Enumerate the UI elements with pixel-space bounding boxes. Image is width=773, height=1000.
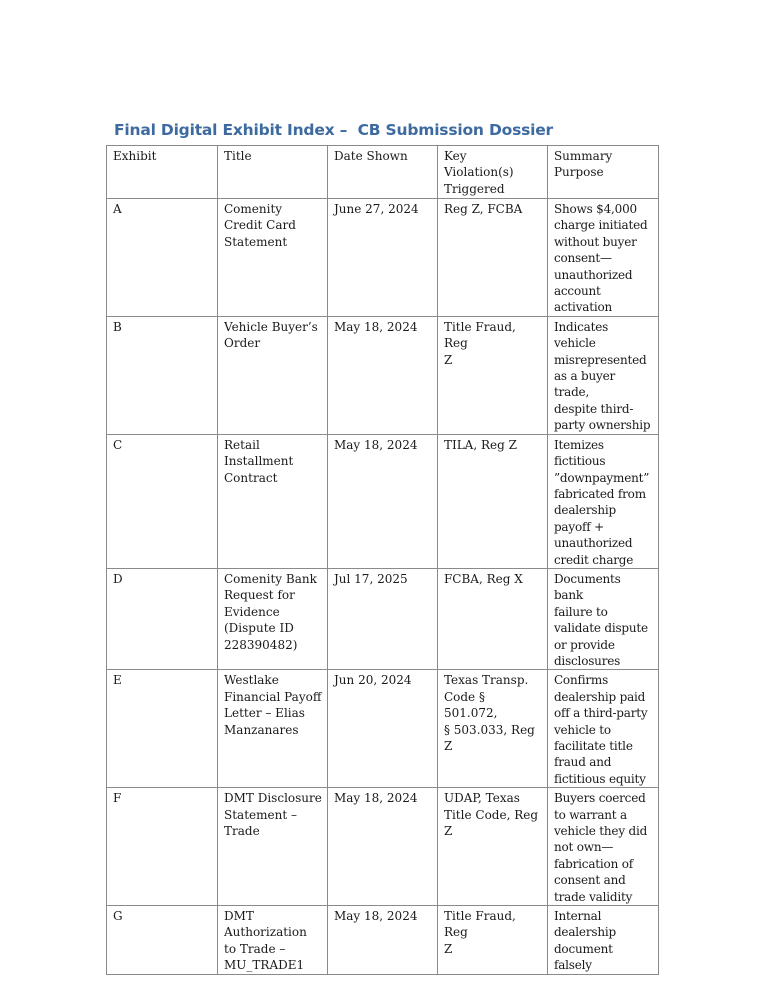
table-row — [107, 670, 659, 788]
header-exhibit: Exhibit — [107, 146, 218, 199]
table-row — [107, 199, 659, 317]
date-cell: Jun 20, 2024 — [327, 670, 437, 788]
exhibit-index-table — [106, 145, 659, 975]
exhibit-cell: B — [107, 316, 218, 434]
purpose-cell: Indicates vehicle misrepresented as a buyer trade, despite third- party ownership — [547, 316, 658, 434]
violations-cell: UDAP, Texas Title Code, Reg Z — [437, 788, 547, 906]
date-cell: May 18, 2024 — [327, 316, 437, 434]
date-cell: June 27, 2024 — [327, 199, 437, 317]
table-row — [107, 434, 659, 568]
document-title: Final Digital Exhibit Index – CB Submission Dossier — [114, 121, 553, 139]
violations-cell: Reg Z, FCBA — [437, 199, 547, 317]
exhibit-cell: A — [107, 199, 218, 317]
table-row — [107, 568, 659, 669]
title-cell: Westlake Financial Payoff Letter – Elias Manzanares — [218, 670, 328, 788]
exhibit-cell: E — [107, 670, 218, 788]
exhibit-cell: C — [107, 434, 218, 568]
violations-cell: Title Fraud, Reg Z — [437, 906, 547, 975]
violations-cell: Texas Transp. Code § 501.072, § 503.033, Reg Z — [437, 670, 547, 788]
date-cell: May 18, 2024 — [327, 906, 437, 975]
violations-cell: Title Fraud, Reg Z — [437, 316, 547, 434]
purpose-cell: Itemizes fictitious ”downpayment” fabricated from dealership payoff + unauthorized credit charge — [547, 434, 658, 568]
title-cell: Vehicle Buyer’s Order — [218, 316, 328, 434]
header-title: Title — [218, 146, 328, 199]
table-row — [107, 316, 659, 434]
violations-cell: TILA, Reg Z — [437, 434, 547, 568]
title-cell: DMT Disclosure Statement – Trade — [218, 788, 328, 906]
table-row — [107, 906, 659, 975]
violations-cell: FCBA, Reg X — [437, 568, 547, 669]
date-cell: May 18, 2024 — [327, 788, 437, 906]
title-cell: Retail Installment Contract — [218, 434, 328, 568]
date-cell: May 18, 2024 — [327, 434, 437, 568]
table-header-row — [107, 146, 659, 199]
exhibit-cell: G — [107, 906, 218, 975]
title-cell: Comenity Credit Card Statement — [218, 199, 328, 317]
header-date-shown: Date Shown — [327, 146, 437, 199]
title-cell: Comenity Bank Request for Evidence (Dispute ID 228390482) — [218, 568, 328, 669]
exhibit-cell: D — [107, 568, 218, 669]
date-cell: Jul 17, 2025 — [327, 568, 437, 669]
purpose-cell: Documents bank failure to validate dispute or provide disclosures — [547, 568, 658, 669]
exhibit-cell: F — [107, 788, 218, 906]
table-row — [107, 788, 659, 906]
purpose-cell: Internal dealership document falsely — [547, 906, 658, 975]
header-key-violations: Key Violation(s) Triggered — [437, 146, 547, 199]
header-summary-purpose: Summary Purpose — [547, 146, 658, 199]
purpose-cell: Shows $4,000 charge initiated without buyer consent— unauthorized account activation — [547, 199, 658, 317]
purpose-cell: Confirms dealership paid off a third-party vehicle to facilitate title fraud and fictitious equity — [547, 670, 658, 788]
title-cell: DMT Authorization to Trade – MU_TRADE1 — [218, 906, 328, 975]
purpose-cell: Buyers coerced to warrant a vehicle they did not own— fabrication of consent and trade validity — [547, 788, 658, 906]
